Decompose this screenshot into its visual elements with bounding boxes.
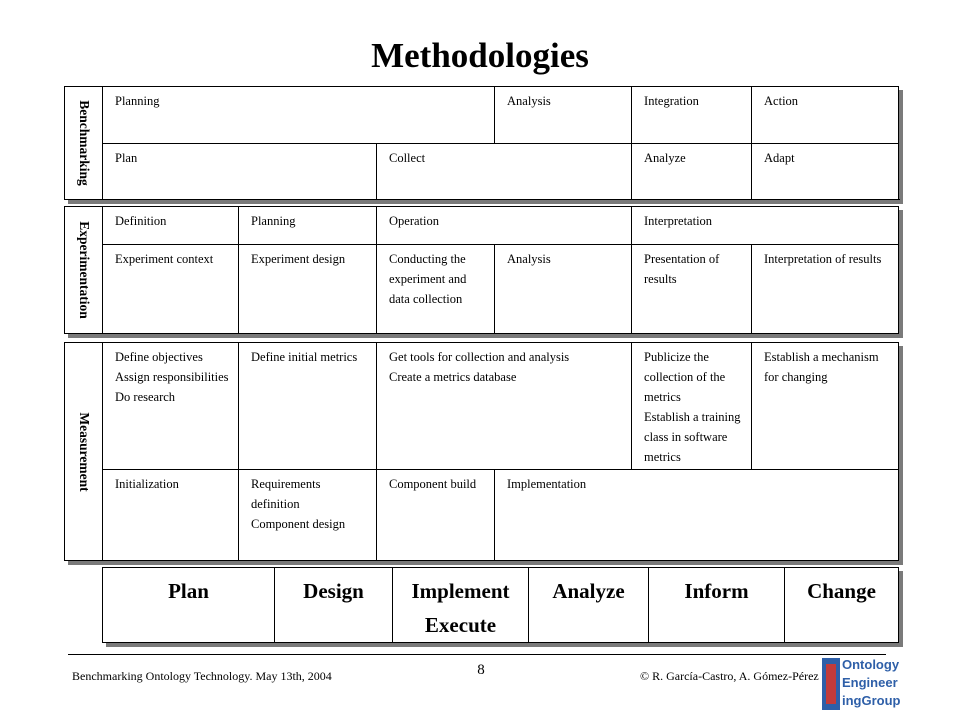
cell: Integration (632, 87, 752, 144)
phase-inform: Inform (649, 568, 785, 643)
measurement-table (64, 342, 899, 561)
phase-plan: Plan (103, 568, 275, 643)
page-title: Methodologies (371, 36, 589, 75)
copyright-text: © R. García-Castro, A. Gómez-Pérez (640, 669, 819, 683)
phase-analyze: Analyze (529, 568, 649, 643)
cell: Analyze (632, 144, 752, 200)
logo-text-line: ingGroup (842, 693, 901, 708)
cell: Planning (239, 207, 377, 245)
cell: Analysis (495, 87, 632, 144)
cell: Establish a mechanism for changing (752, 343, 899, 470)
phase-change: Change (785, 568, 899, 643)
benchmarking-table (64, 86, 899, 200)
cell: Adapt (752, 144, 899, 200)
cell: Requirements definition Component design (239, 470, 377, 561)
benchmarking-side-label: Benchmarking (65, 87, 103, 200)
experimentation-side-label: Experimentation (65, 207, 103, 334)
cell: Plan (103, 144, 377, 200)
cell: Presentation of results (632, 245, 752, 334)
cell: Experiment context (103, 245, 239, 334)
cell: Action (752, 87, 899, 144)
cell: Get tools for collection and analysis Create a metrics database (377, 343, 632, 470)
cell: Planning (103, 87, 495, 144)
cell: Conducting the experiment and data collection (377, 245, 495, 334)
logo-text-line: Ontology (842, 657, 900, 672)
phase-implement-execute: Implement Execute (393, 568, 529, 643)
ontology-engineering-group-logo (822, 656, 901, 712)
cell: Analysis (495, 245, 632, 334)
experimentation-table (64, 206, 899, 334)
cell: Definition (103, 207, 239, 245)
cell: Initialization (103, 470, 239, 561)
cell: Publicize the collection of the metrics Establish a training class in software metrics (632, 343, 752, 470)
measurement-side-label: Measurement (65, 343, 103, 561)
cell: Implementation (495, 470, 899, 561)
cell: Define initial metrics (239, 343, 377, 470)
cell: Experiment design (239, 245, 377, 334)
cell: Component build (377, 470, 495, 561)
logo-text-line: Engineer (842, 675, 898, 690)
page-number: 8 (477, 662, 485, 678)
cell: Define objectives Assign responsibilities Do research (103, 343, 239, 470)
logo-mark-accent (826, 664, 836, 704)
footer-divider (68, 654, 886, 655)
phase-design: Design (275, 568, 393, 643)
footer-text: Benchmarking Ontology Technology. May 13th, 2004 (72, 669, 332, 683)
cell: Collect (377, 144, 632, 200)
phase-table (102, 567, 899, 643)
cell: Interpretation of results (752, 245, 899, 334)
cell: Operation (377, 207, 632, 245)
cell: Interpretation (632, 207, 899, 245)
